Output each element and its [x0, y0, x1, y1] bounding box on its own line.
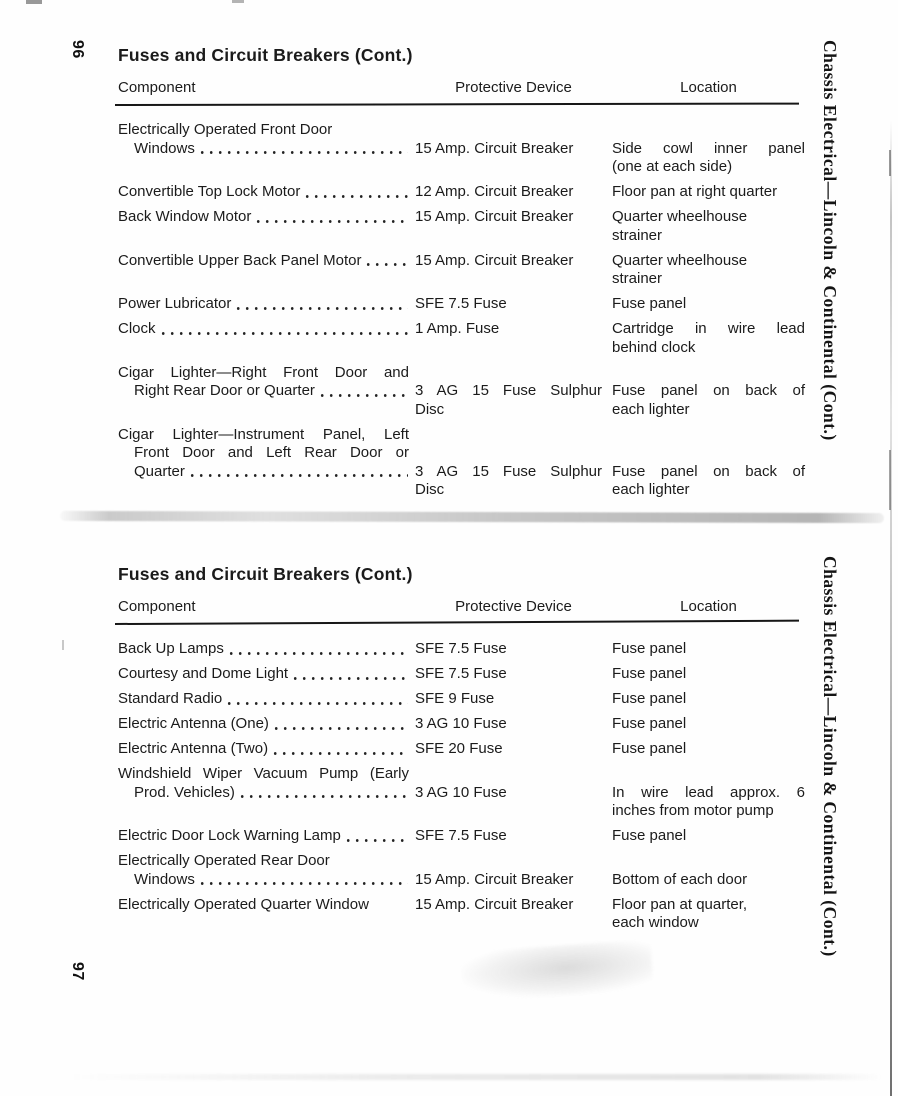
cell-line: [415, 252, 602, 271]
header-location: Location: [680, 598, 737, 615]
device-cell: [415, 690, 612, 709]
cell-text: 1 Amp. Fuse: [415, 320, 500, 337]
cell-text: 3 AG 10 Fuse: [415, 783, 507, 801]
table-row: [118, 364, 810, 420]
cell-line: [612, 463, 805, 482]
location-cell: [612, 690, 805, 709]
cell-text: each lighter: [612, 400, 690, 418]
cell-text: Side cowl inner panel: [612, 139, 805, 157]
table-row: [118, 690, 810, 709]
cell-text: each lighter: [612, 481, 690, 498]
cell-text: 15 Amp. Circuit Breaker: [415, 251, 574, 269]
cell-line: [612, 896, 805, 915]
cell-text: Electric Antenna (One): [118, 715, 269, 732]
table-row: [118, 740, 810, 759]
cell-text: 3 AG 15 Fuse Sulphur: [415, 382, 602, 399]
dot-leader: [366, 262, 408, 267]
cell-line: [612, 665, 805, 684]
cell-text: Fuse panel: [612, 715, 687, 732]
component-cell: [118, 121, 415, 158]
location-cell: [612, 896, 805, 933]
cell-line: [612, 382, 805, 401]
location-cell: [612, 183, 805, 202]
table-row: [118, 640, 810, 659]
cell-line: [612, 227, 805, 246]
dot-leader: [240, 794, 408, 799]
top-edge-mark: [26, 0, 42, 4]
page-number-top: 96: [69, 40, 86, 59]
cell-text: SFE 20 Fuse: [415, 740, 503, 757]
component-cell: [118, 665, 415, 684]
cell-line: [612, 690, 805, 709]
page-edge-line: [890, 120, 892, 1096]
dot-leader: [200, 150, 408, 155]
component-cell: [118, 320, 415, 339]
cell-text: Convertible Top Lock Motor: [118, 183, 301, 200]
page-edge-dash: [889, 450, 891, 510]
cell-text: Floor pan at quarter,: [612, 895, 748, 913]
cell-text: 3 AG 15 Fuse Sulphur: [415, 462, 602, 480]
cell-line: [415, 665, 602, 684]
cell-text: Electric Antenna (Two): [118, 740, 269, 757]
cell-text: Fuse panel: [612, 640, 687, 657]
cell-line: [118, 320, 409, 339]
cell-text: SFE 7.5 Fuse: [415, 640, 507, 657]
table-row: [118, 183, 810, 202]
cell-line: [612, 183, 805, 202]
cell-line: [612, 827, 805, 846]
dot-leader: [227, 701, 408, 706]
cell-line: [612, 784, 805, 803]
cell-line: [118, 183, 409, 202]
cell-line: [415, 690, 602, 709]
cell-line: [118, 295, 409, 314]
cell-line: [415, 784, 602, 803]
cell-text: Prod. Vehicles): [134, 783, 235, 801]
cell-text: Courtesy and Dome Light: [118, 665, 289, 682]
cell-text: Electrically Operated Rear Door: [118, 852, 330, 869]
dot-leader: [293, 676, 408, 681]
table-row: [118, 252, 810, 289]
cell-text: Quarter wheelhouse: [612, 251, 748, 269]
cell-text: Back Window Motor: [118, 208, 252, 225]
cell-text: Front Door and Left Rear Door or: [134, 444, 409, 461]
dot-leader: [346, 838, 408, 843]
cell-text: Quarter: [134, 462, 185, 480]
cell-text: Standard Radio: [118, 690, 223, 707]
location-cell: [612, 252, 805, 289]
cell-line: [612, 270, 805, 289]
header-protective-device: Protective Device: [455, 79, 572, 96]
cell-text: behind clock: [612, 338, 696, 356]
device-cell: [415, 320, 612, 339]
cell-line: [118, 827, 409, 846]
device-cell: [415, 896, 612, 915]
component-cell: [118, 715, 415, 734]
cell-line: [612, 871, 805, 890]
cell-text: 15 Amp. Circuit Breaker: [415, 139, 574, 157]
component-cell: [118, 765, 415, 802]
cell-text: Disc: [415, 481, 445, 498]
cell-text: Right Rear Door or Quarter: [134, 382, 315, 399]
cell-text: Disc: [415, 400, 445, 418]
device-cell: [415, 426, 612, 500]
fuse-table-section-1: [118, 44, 810, 500]
cell-text: Fuse panel: [612, 827, 687, 844]
location-cell: [612, 320, 805, 357]
dot-leader: [190, 473, 408, 478]
location-cell: [612, 740, 805, 759]
cell-text: Bottom of each door: [612, 870, 748, 888]
cell-line: [612, 320, 805, 339]
cell-text: (one at each side): [612, 158, 733, 175]
dot-leader: [274, 726, 408, 731]
cell-text: 15 Amp. Circuit Breaker: [415, 208, 574, 225]
scan-seam-band: [60, 511, 884, 523]
page-edge-dash: [889, 150, 891, 176]
cell-line: [612, 481, 805, 500]
cell-text: 15 Amp. Circuit Breaker: [415, 895, 574, 913]
component-cell: [118, 896, 415, 915]
device-cell: [415, 208, 612, 227]
table-row: [118, 208, 810, 245]
cell-line: [415, 740, 602, 759]
cell-line: [118, 140, 409, 159]
table-row: [118, 827, 810, 846]
location-cell: [612, 640, 805, 659]
cell-text: each window: [612, 914, 699, 931]
component-cell: [118, 852, 415, 889]
cell-text: Fuse panel on back of: [612, 462, 805, 480]
dot-leader: [161, 331, 408, 336]
cell-text: SFE 7.5 Fuse: [415, 827, 507, 844]
table-header-row: [118, 78, 810, 97]
table-row: [118, 852, 810, 889]
fuse-table-section-2: [118, 563, 810, 933]
dot-leader: [273, 751, 408, 756]
table-row: [118, 765, 810, 821]
cell-text: In wire lead approx. 6: [612, 783, 805, 801]
cell-line: [415, 715, 602, 734]
component-cell: [118, 183, 415, 202]
device-cell: [415, 665, 612, 684]
cell-text: Clock: [118, 320, 156, 337]
cell-line: [118, 784, 409, 803]
cell-line: [118, 252, 409, 271]
page-number-bottom: 97: [69, 962, 86, 981]
location-cell: [612, 426, 805, 500]
cell-text: inches from motor pump: [612, 802, 774, 819]
cell-line: [415, 827, 602, 846]
device-cell: [415, 715, 612, 734]
device-cell: [415, 640, 612, 659]
cell-line: [118, 715, 409, 734]
cell-line: [612, 640, 805, 659]
location-cell: [612, 715, 805, 734]
cell-line: [118, 121, 409, 140]
dot-leader: [236, 306, 408, 311]
sidebar-tab-label: Chassis Electrical—Lincoln & Continental (Cont.): [820, 40, 840, 441]
table-row: [118, 426, 810, 500]
cell-text: SFE 9 Fuse: [415, 690, 495, 707]
location-cell: [612, 208, 805, 245]
cell-line: [118, 665, 409, 684]
component-cell: [118, 208, 415, 227]
cell-line: [612, 715, 805, 734]
cell-line: [415, 320, 602, 339]
location-cell: [612, 665, 805, 684]
device-cell: [415, 295, 612, 314]
device-cell: [415, 252, 612, 271]
cell-line: [118, 426, 409, 445]
table-body: [118, 640, 810, 933]
cell-text: Cigar Lighter—Right Front Door and: [118, 363, 409, 381]
component-cell: [118, 690, 415, 709]
cell-text: Electric Door Lock Warning Lamp: [118, 827, 341, 844]
cell-line: [415, 896, 602, 915]
cell-text: strainer: [612, 226, 663, 244]
cell-text: 15 Amp. Circuit Breaker: [415, 870, 574, 888]
cell-text: Windows: [134, 139, 195, 157]
table-row: [118, 896, 810, 933]
cell-line: [612, 401, 805, 420]
cell-line: [118, 690, 409, 709]
device-cell: [415, 852, 612, 889]
scan-smudge: [460, 939, 653, 1002]
cell-text: Windshield Wiper Vacuum Pump (Early: [118, 765, 409, 782]
header-rule: [115, 103, 799, 106]
cell-text: Back Up Lamps: [118, 640, 224, 657]
cell-text: Windows: [134, 870, 195, 888]
cell-line: [612, 252, 805, 271]
cell-text: Power Lubricator: [118, 295, 232, 312]
dot-leader: [200, 881, 408, 886]
cell-text: Electrically Operated Front Door: [118, 121, 333, 138]
cell-line: [612, 740, 805, 759]
cell-line: [415, 208, 602, 227]
cell-line: [118, 640, 409, 659]
table-row: [118, 715, 810, 734]
cell-text: Electrically Operated Quarter Window: [118, 895, 369, 913]
dot-leader: [256, 219, 408, 224]
device-cell: [415, 740, 612, 759]
cell-text: SFE 7.5 Fuse: [415, 295, 507, 312]
bottom-scan-streak: [70, 1074, 882, 1080]
top-edge-mark: [232, 0, 244, 3]
cell-line: [415, 295, 602, 314]
table-row: [118, 121, 810, 177]
cell-line: [415, 640, 602, 659]
dot-leader: [320, 393, 408, 398]
cell-line: [415, 481, 602, 500]
header-rule: [115, 620, 799, 625]
cell-text: Fuse panel: [612, 665, 687, 682]
device-cell: [415, 827, 612, 846]
cell-line: [118, 208, 409, 227]
header-location: Location: [680, 79, 737, 96]
cell-line: [118, 444, 409, 463]
cell-text: Floor pan at right quarter: [612, 183, 778, 200]
cell-text: SFE 7.5 Fuse: [415, 665, 507, 682]
cell-line: [118, 852, 409, 871]
table-title: Fuses and Circuit Breakers (Cont.): [118, 45, 413, 65]
cell-text: Cartridge in wire lead: [612, 320, 805, 337]
header-component: Component: [118, 598, 196, 615]
cell-line: [612, 914, 805, 933]
cell-text: Quarter wheelhouse: [612, 208, 748, 225]
device-cell: [415, 183, 612, 202]
location-cell: [612, 121, 805, 177]
cell-line: [612, 339, 805, 358]
cell-line: [415, 463, 602, 482]
component-cell: [118, 426, 415, 482]
cell-text: Cigar Lighter—Instrument Panel, Left: [118, 425, 409, 443]
dot-leader: [305, 194, 408, 199]
table-row: [118, 295, 810, 314]
location-cell: [612, 295, 805, 314]
table-title: Fuses and Circuit Breakers (Cont.): [118, 564, 413, 584]
cell-line: [415, 140, 602, 159]
cell-line: [612, 802, 805, 821]
cell-line: [118, 364, 409, 383]
component-cell: [118, 295, 415, 314]
cell-line: [612, 140, 805, 159]
cell-line: [612, 158, 805, 177]
cell-line: [415, 871, 602, 890]
component-cell: [118, 364, 415, 401]
cell-line: [612, 295, 805, 314]
table-header-row: [118, 597, 810, 616]
component-cell: [118, 740, 415, 759]
location-cell: [612, 765, 805, 821]
device-cell: [415, 765, 612, 802]
cell-text: Fuse panel: [612, 295, 687, 312]
cell-line: [415, 401, 602, 420]
device-cell: [415, 364, 612, 420]
cell-line: [118, 463, 409, 482]
cell-line: [118, 382, 409, 401]
component-cell: [118, 640, 415, 659]
table-row: [118, 665, 810, 684]
component-cell: [118, 252, 415, 271]
cell-line: [415, 183, 602, 202]
table-row: [118, 320, 810, 357]
cell-line: [118, 765, 409, 784]
dot-leader: [229, 651, 408, 656]
left-edge-speck: [62, 640, 64, 650]
device-cell: [415, 121, 612, 158]
location-cell: [612, 827, 805, 846]
header-component: Component: [118, 79, 196, 96]
cell-text: Fuse panel: [612, 740, 687, 757]
cell-line: [612, 208, 805, 227]
cell-text: strainer: [612, 270, 663, 287]
cell-line: [415, 382, 602, 401]
table-body: [118, 121, 810, 500]
cell-text: 12 Amp. Circuit Breaker: [415, 183, 574, 200]
location-cell: [612, 364, 805, 420]
location-cell: [612, 852, 805, 889]
cell-line: [118, 896, 409, 915]
component-cell: [118, 827, 415, 846]
sidebar-tab-label: Chassis Electrical—Lincoln & Continental (Cont.): [820, 556, 840, 957]
cell-text: Fuse panel: [612, 690, 687, 707]
cell-text: Fuse panel on back of: [612, 382, 805, 399]
cell-text: Convertible Upper Back Panel Motor: [118, 251, 362, 269]
header-protective-device: Protective Device: [455, 598, 572, 615]
cell-text: 3 AG 10 Fuse: [415, 715, 507, 732]
cell-line: [118, 871, 409, 890]
cell-line: [118, 740, 409, 759]
